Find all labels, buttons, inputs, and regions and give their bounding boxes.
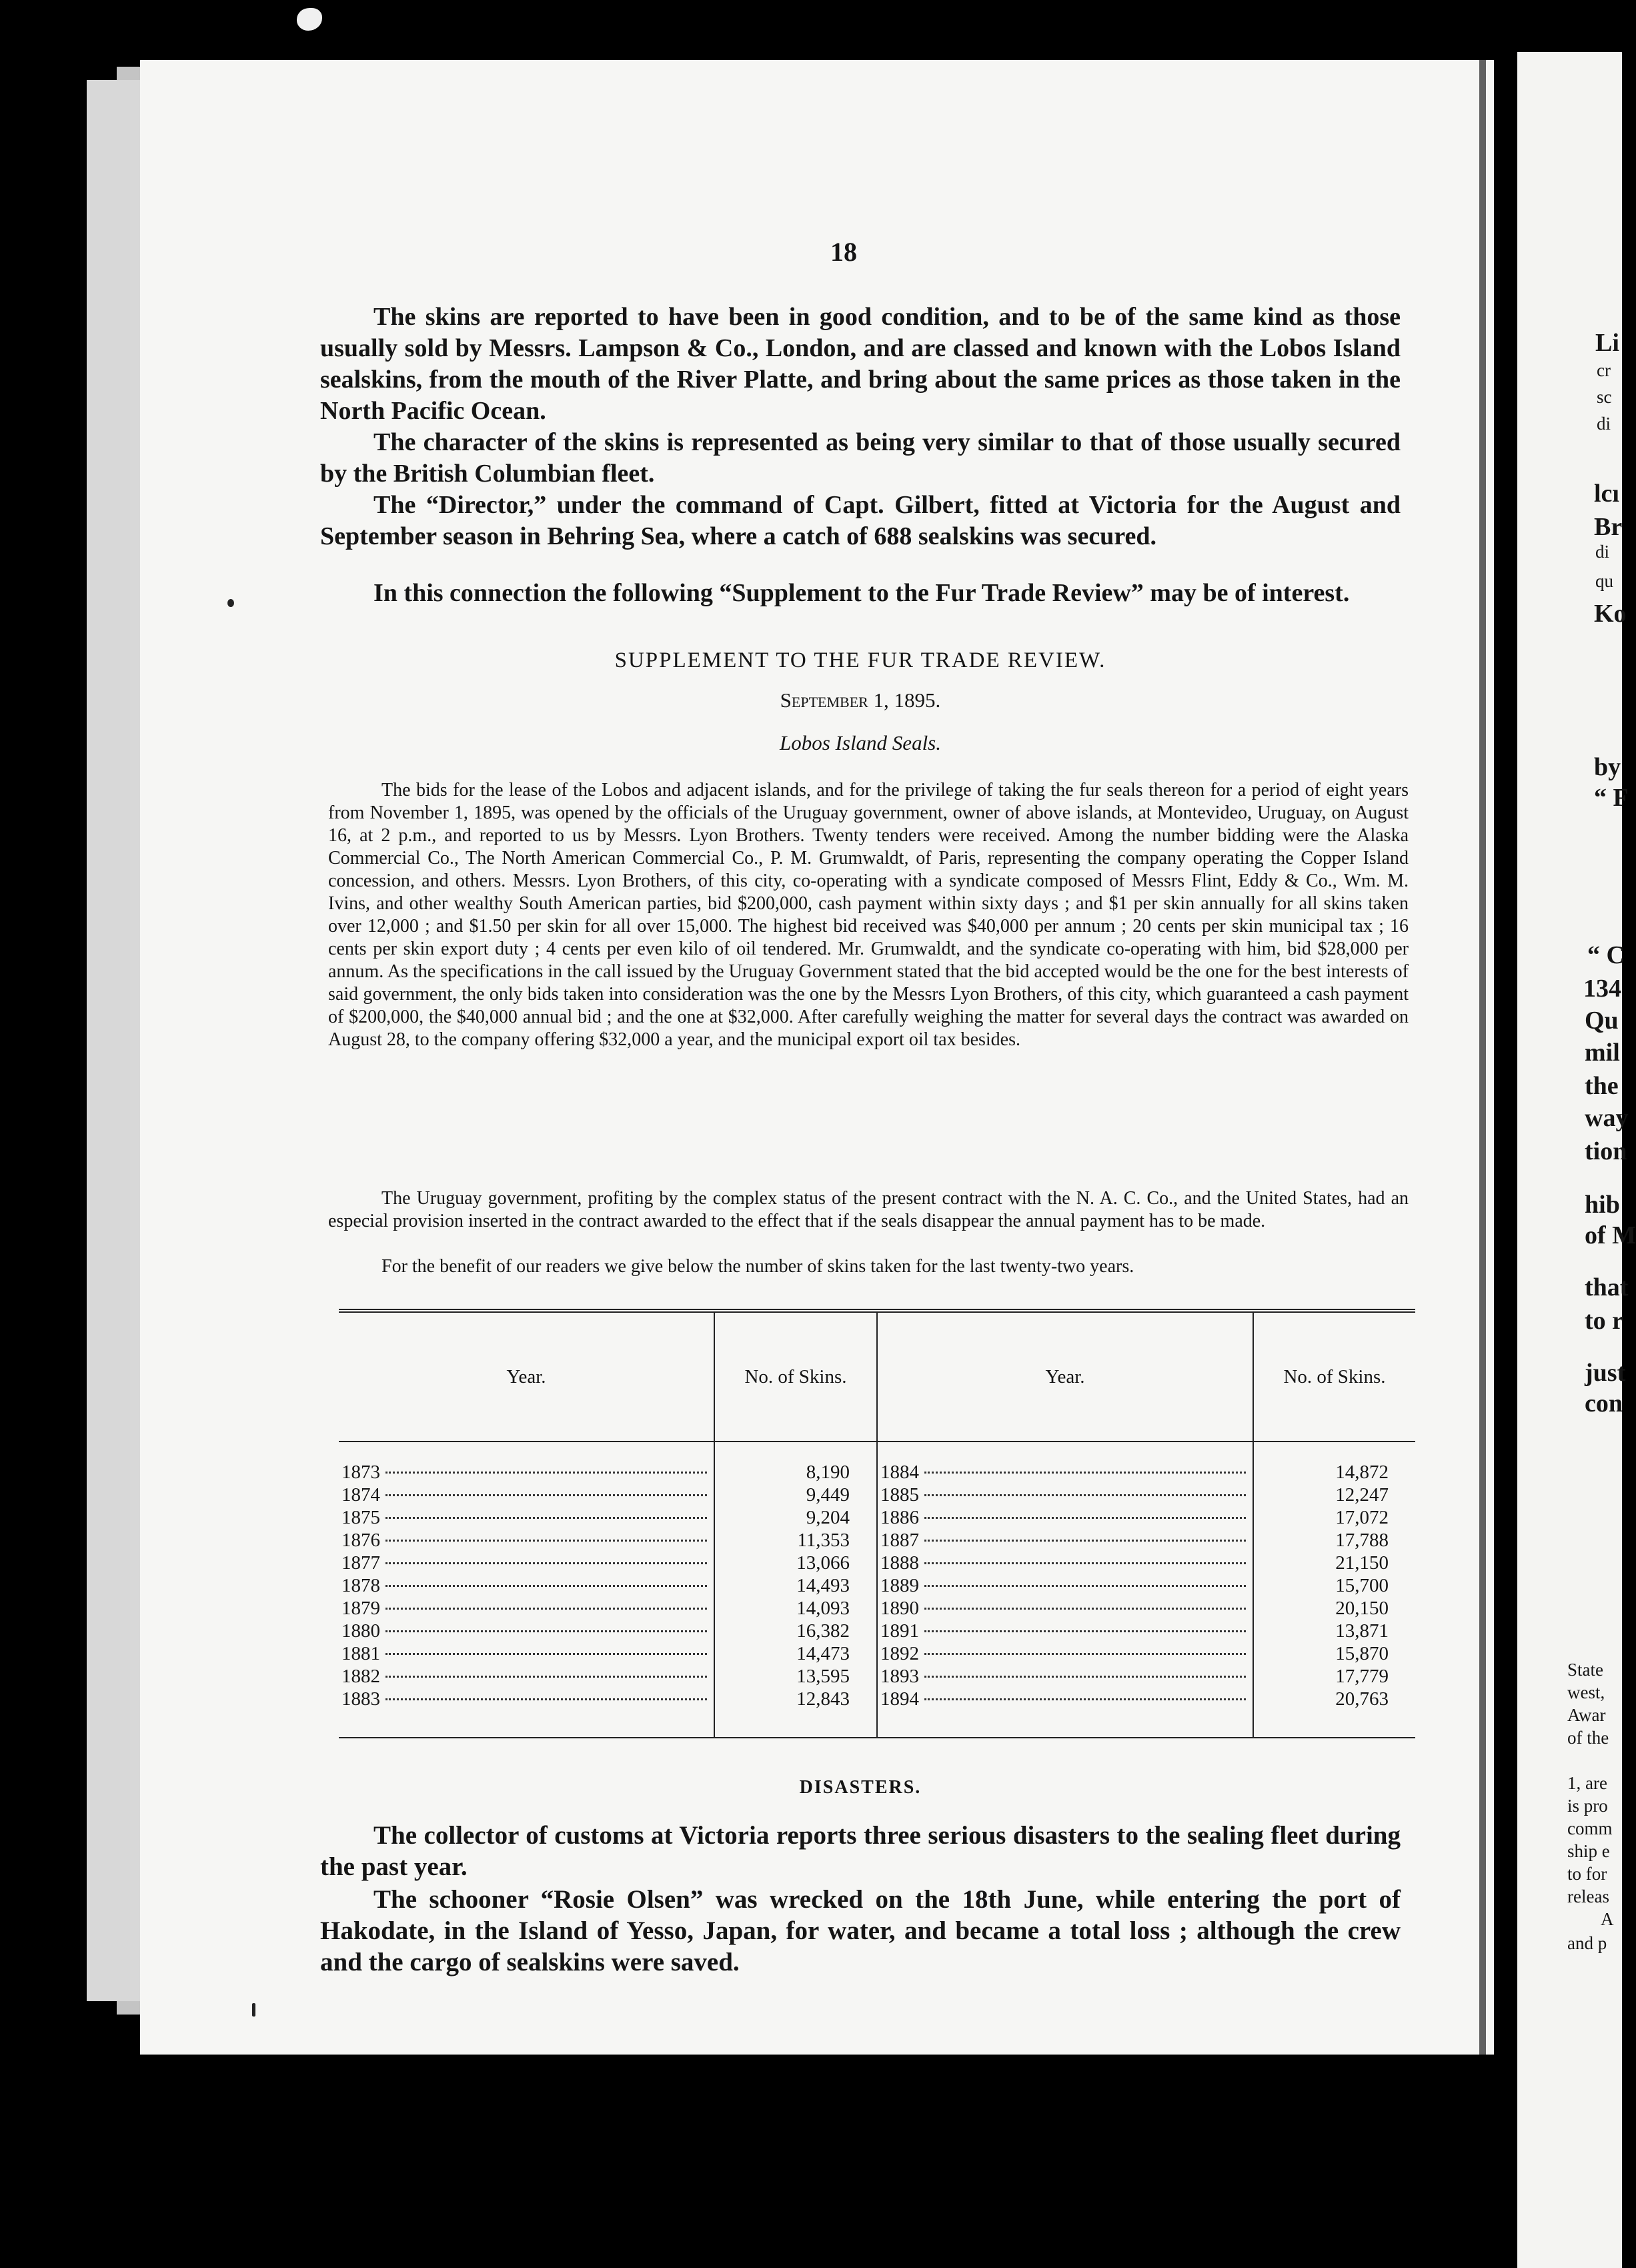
facing-page-fragment: mil — [1585, 1039, 1620, 1067]
disasters-paragraph: The collector of customs at Victoria reports three serious disasters to the sealing fleet during the past year. — [320, 1821, 1401, 1881]
year-label: 1892 — [880, 1643, 919, 1664]
facing-page-fragment: releas — [1567, 1886, 1609, 1906]
year-cell — [339, 1642, 714, 1665]
skins-cell: 9,449 — [714, 1484, 877, 1506]
facing-page-fragment: Li — [1595, 329, 1619, 357]
facing-page-fragment: of M — [1585, 1221, 1636, 1249]
table-header-row — [339, 1311, 1415, 1442]
year-label: 1874 — [341, 1484, 380, 1506]
table-row — [339, 1442, 1415, 1484]
table-row — [339, 1665, 1415, 1688]
skins-cell: 15,700 — [1253, 1574, 1415, 1597]
facing-page-fragment: qu — [1595, 571, 1613, 591]
year-cell — [877, 1552, 1253, 1574]
leader-dots — [385, 1517, 707, 1519]
year-label: 1882 — [341, 1666, 380, 1687]
year-label: 1890 — [880, 1598, 919, 1619]
facing-page-fragment: Qu — [1585, 1007, 1619, 1035]
supplement-paragraph: The Uruguay government, profiting by the complex status of the present contract with the N. A. C. Co., and the United States, had an especial provision inserted in the contract awarded to the effect that if the seals disappear the annual payment has to be made. — [328, 1188, 1409, 1231]
year-label: 1886 — [880, 1507, 919, 1528]
year-cell — [877, 1484, 1253, 1506]
facing-page-fragment: cr — [1597, 360, 1611, 380]
table-row — [339, 1642, 1415, 1665]
year-cell — [877, 1688, 1253, 1738]
book-spine — [1479, 60, 1486, 2055]
year-label: 1884 — [880, 1462, 919, 1483]
year-cell — [877, 1620, 1253, 1642]
leader-dots — [385, 1608, 707, 1610]
year-cell — [877, 1665, 1253, 1688]
body-paragraph: In this connection the following “Supplement to the Fur Trade Review” may be of interest. — [373, 579, 1350, 607]
table-row — [339, 1620, 1415, 1642]
skins-cell: 11,353 — [714, 1529, 877, 1552]
year-cell — [877, 1574, 1253, 1597]
skins-cell: 14,493 — [714, 1574, 877, 1597]
facing-page-fragment: by — [1594, 753, 1621, 781]
skins-cell: 12,843 — [714, 1688, 877, 1738]
year-cell — [339, 1597, 714, 1620]
facing-page-fragment: di — [1595, 542, 1610, 562]
leader-dots — [924, 1630, 1246, 1632]
table-row — [339, 1529, 1415, 1552]
year-cell — [877, 1506, 1253, 1529]
skins-cell: 9,204 — [714, 1506, 877, 1529]
facing-page-fragment: Br — [1594, 513, 1623, 541]
facing-page-fragment: and p — [1567, 1933, 1607, 1953]
skins-cell: 17,072 — [1253, 1506, 1415, 1529]
year-cell — [339, 1574, 714, 1597]
year-label: 1879 — [341, 1598, 380, 1619]
year-label: 1893 — [880, 1666, 919, 1687]
year-cell — [339, 1442, 714, 1484]
disasters-heading: DISASTERS. — [799, 1777, 922, 1798]
skins-cell: 16,382 — [714, 1620, 877, 1642]
facing-page-fragment: just — [1585, 1359, 1626, 1387]
skins-cell: 13,595 — [714, 1665, 877, 1688]
year-label: 1883 — [341, 1688, 380, 1710]
table-body — [339, 1442, 1415, 1738]
col-header-skins: No. of Skins. — [1253, 1311, 1415, 1442]
facing-page-fragment: is pro — [1567, 1796, 1608, 1816]
margin-mark — [252, 2003, 255, 2017]
year-cell — [339, 1484, 714, 1506]
leader-dots — [924, 1562, 1246, 1564]
leader-dots — [924, 1494, 1246, 1496]
table-row — [339, 1688, 1415, 1738]
facing-page-fragment: “ C — [1587, 941, 1625, 969]
facing-page-fragment: tion — [1585, 1137, 1627, 1165]
table-row — [339, 1484, 1415, 1506]
year-label: 1891 — [880, 1620, 919, 1642]
facing-page-fragment: con — [1585, 1389, 1623, 1418]
year-label: 1878 — [341, 1575, 380, 1596]
leader-dots — [924, 1698, 1246, 1700]
supplement-subheading: Lobos Island Seals. — [780, 731, 941, 754]
year-label: 1889 — [880, 1575, 919, 1596]
skins-cell: 20,150 — [1253, 1597, 1415, 1620]
year-label: 1887 — [880, 1530, 919, 1551]
year-cell — [339, 1688, 714, 1738]
facing-page-fragment: State — [1567, 1660, 1603, 1680]
facing-page-fragment: to for — [1567, 1864, 1607, 1884]
year-cell — [339, 1620, 714, 1642]
facing-page-fragment: of the — [1567, 1728, 1609, 1748]
page-number: 18 — [830, 237, 857, 267]
leader-dots — [924, 1676, 1246, 1678]
facing-page-fragment: hib — [1585, 1191, 1620, 1219]
table-row — [339, 1506, 1415, 1529]
supplement-paragraph: For the benefit of our readers we give below the number of skins taken for the last twenty-two years. — [381, 1256, 1134, 1277]
table-row — [339, 1574, 1415, 1597]
skins-cell: 20,763 — [1253, 1688, 1415, 1738]
leader-dots — [385, 1653, 707, 1655]
year-label: 1877 — [341, 1552, 380, 1574]
leader-dots — [385, 1676, 707, 1678]
skins-cell: 13,871 — [1253, 1620, 1415, 1642]
skins-cell: 12,247 — [1253, 1484, 1415, 1506]
leader-dots — [924, 1653, 1246, 1655]
year-cell — [877, 1642, 1253, 1665]
facing-page-fragment: 134 — [1583, 975, 1621, 1003]
leader-dots — [385, 1472, 707, 1474]
facing-page-fragment: way — [1585, 1104, 1629, 1132]
supplement-heading: SUPPLEMENT TO THE FUR TRADE REVIEW. — [614, 648, 1106, 672]
year-label: 1880 — [341, 1620, 380, 1642]
leader-dots — [924, 1585, 1246, 1587]
skins-cell: 13,066 — [714, 1552, 877, 1574]
year-label: 1881 — [341, 1643, 380, 1664]
skins-cell: 17,779 — [1253, 1665, 1415, 1688]
margin-mark — [227, 599, 234, 607]
leader-dots — [385, 1630, 707, 1632]
skins-cell: 14,473 — [714, 1642, 877, 1665]
leader-dots — [385, 1562, 707, 1564]
year-label: 1885 — [880, 1484, 919, 1506]
facing-page-fragment: that — [1585, 1273, 1629, 1301]
leader-dots — [924, 1517, 1246, 1519]
facing-page-fragment: comm — [1567, 1818, 1613, 1838]
leader-dots — [385, 1585, 707, 1587]
year-label: 1876 — [341, 1530, 380, 1551]
leader-dots — [924, 1472, 1246, 1474]
leader-dots — [385, 1698, 707, 1700]
skins-cell: 21,150 — [1253, 1552, 1415, 1574]
facing-page-fragment: sc — [1597, 387, 1612, 407]
year-cell — [339, 1506, 714, 1529]
facing-page-fragment: di — [1597, 414, 1611, 434]
skins-cell: 14,093 — [714, 1597, 877, 1620]
year-cell — [877, 1529, 1253, 1552]
year-cell — [877, 1442, 1253, 1484]
leader-dots — [385, 1494, 707, 1496]
facing-page-fragment: Awar — [1567, 1705, 1606, 1725]
scan-speck — [297, 8, 322, 31]
facing-page-fragment: 1, are — [1567, 1773, 1607, 1793]
facing-page-fragment: “ F — [1594, 784, 1629, 812]
facing-page-fragment: to r — [1585, 1307, 1624, 1335]
leader-dots — [924, 1608, 1246, 1610]
facing-page-fragment: lcı — [1594, 480, 1619, 508]
skins-cell: 17,788 — [1253, 1529, 1415, 1552]
year-cell — [339, 1665, 714, 1688]
facing-page-fragment: west, — [1567, 1682, 1605, 1702]
facing-page-fragment: ship e — [1567, 1841, 1610, 1861]
disasters-paragraph: The schooner “Rosie Olsen” was wrecked on the 18th June, while entering the port of Hakodate, in the Island of Yesso, Japan, for water, and became a total loss ; although the crew and the cargo of sealskins were saved. — [320, 1885, 1401, 1976]
year-cell — [877, 1597, 1253, 1620]
supplement-date: September 1, 1895. — [780, 688, 941, 712]
body-paragraph: The character of the skins is represented as being very similar to that of those usually secured by the British Columbian fleet. — [320, 428, 1401, 488]
leader-dots — [924, 1540, 1246, 1542]
col-header-year: Year. — [877, 1311, 1253, 1442]
year-cell — [339, 1552, 714, 1574]
year-label: 1875 — [341, 1507, 380, 1528]
facing-page-fragment: A — [1601, 1909, 1614, 1929]
skins-cell: 14,872 — [1253, 1442, 1415, 1484]
col-header-year: Year. — [339, 1311, 714, 1442]
leader-dots — [385, 1540, 707, 1542]
body-paragraph: The skins are reported to have been in good condition, and to be of the same kind as those usually sold by Messrs. Lampson & Co., London, and are classed and known with the Lobos Island sealskins, from the mouth of the River Platte, and bring about the same prices as those taken in the North Pacific Ocean. — [320, 303, 1401, 425]
year-label: 1894 — [880, 1688, 919, 1710]
sealskin-table — [339, 1309, 1415, 1738]
table-row — [339, 1597, 1415, 1620]
year-label: 1888 — [880, 1552, 919, 1574]
table-row — [339, 1552, 1415, 1574]
skins-cell: 8,190 — [714, 1442, 877, 1484]
skins-cell: 15,870 — [1253, 1642, 1415, 1665]
body-paragraph: The “Director,” under the command of Capt. Gilbert, fitted at Victoria for the August and September season in Behring Sea, where a catch of 688 sealskins was secured. — [320, 491, 1401, 550]
facing-page-fragment: the — [1585, 1072, 1619, 1100]
facing-page-fragment: Ko — [1594, 600, 1627, 628]
col-header-skins: No. of Skins. — [714, 1311, 877, 1442]
year-label: 1873 — [341, 1462, 380, 1483]
year-cell — [339, 1529, 714, 1552]
supplement-paragraph: The bids for the lease of the Lobos and adjacent islands, and for the privilege of taking the fur seals thereon for a period of eight years from November 1, 1895, was opened by the officials of the Uruguay government, owner of above islands, at Montevideo, Uruguay, on August 16, at 2 p.m., and reported to us by Messrs. Lyon Brothers. Twenty tenders were received. Among the number bidding were the Alaska Commercial Co., The North American Commercial Co., P. M. Grumwaldt, of Paris, representing the company operating the Copper Island concession, and others. Messrs. Lyon Brothers, of this city, co-operating with a syndicate composed of Messrs Flint, Eddy & Co., Wm. M. Ivins, and other wealthy South American parties, bid $200,000, cash payment within sixty days ; and $1 per skin annually for all skins taken over 12,000 ; and $1.50 per skin for all over 15,000. The highest bid received was $40,000 per annum ; 20 cents per skin municipal tax ; 16 cents per skin export duty ; 4 cents per even kilo of oil tendered. Mr. Grumwaldt, and the syndicate co-operating with him, bid $28,000 per annum. As the specifications in the call issued by the Uruguay Government stated that the bid accepted would be the one for the best interests of said government, the only bids taken into consideration was the one by the Messrs Lyon Brothers, of this city, which guaranteed a cash payment of $200,000, the $40,000 annual bid ; and the one at $32,000. After carefully weighing the matter for several days the contract was awarded on August 28, to the company offering $32,000 a year, and the municipal export oil tax besides. — [328, 780, 1409, 1050]
